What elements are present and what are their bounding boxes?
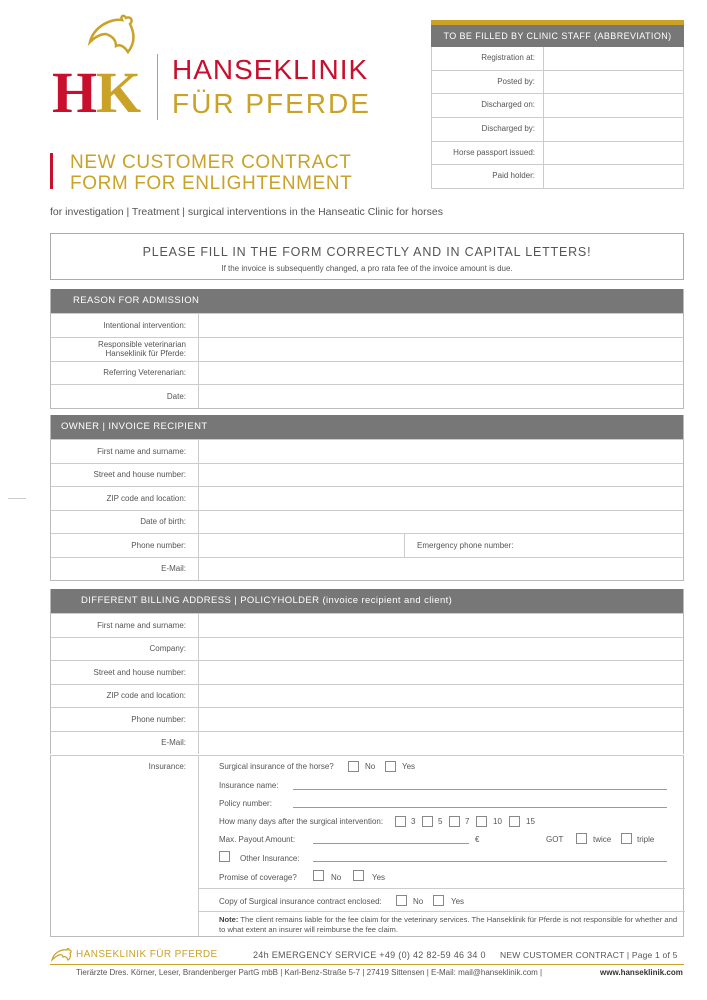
staff-row bbox=[431, 118, 684, 142]
field-label: Company: bbox=[51, 638, 199, 661]
got-twice-checkbox[interactable] bbox=[576, 833, 587, 844]
field-label: Street and house number: bbox=[51, 661, 199, 684]
policy-number-label: Policy number: bbox=[219, 799, 272, 808]
staff-field[interactable] bbox=[544, 118, 683, 141]
got-triple-checkbox[interactable] bbox=[621, 833, 632, 844]
days-10-label: 10 bbox=[493, 817, 502, 826]
insurance-divider bbox=[199, 911, 685, 912]
coverage-no-label: No bbox=[331, 873, 342, 882]
field-label: E-Mail: bbox=[51, 558, 199, 581]
field-label: Intentional intervention: bbox=[51, 314, 199, 337]
form-row bbox=[51, 463, 683, 487]
field-label: Date of birth: bbox=[51, 511, 199, 534]
owner-street-field[interactable] bbox=[199, 464, 683, 487]
field-label: E-Mail: bbox=[51, 732, 199, 755]
form-row bbox=[51, 384, 683, 408]
field-label: Referring Veterenarian: bbox=[51, 362, 199, 385]
brand-name-line1: HANSEKLINIK bbox=[172, 54, 369, 85]
form-row bbox=[51, 337, 683, 361]
staff-row bbox=[431, 47, 684, 71]
form-row bbox=[51, 637, 683, 661]
staff-field[interactable] bbox=[544, 71, 683, 94]
form-row bbox=[51, 361, 683, 385]
surgical-insurance-question: Surgical insurance of the horse? bbox=[219, 762, 334, 771]
field-label: First name and surname: bbox=[51, 614, 199, 637]
days-10-checkbox[interactable] bbox=[476, 816, 487, 827]
footer-emergency: 24h EMERGENCY SERVICE +49 (0) 42 82-59 46 34 0 bbox=[253, 950, 486, 960]
footer-brand: HANSEKLINIK FÜR PFERDE bbox=[76, 949, 218, 960]
field-label: ZIP code and location: bbox=[51, 685, 199, 708]
billing-street-field[interactable] bbox=[199, 661, 683, 684]
staff-field[interactable] bbox=[544, 47, 683, 70]
title-accent-bar bbox=[50, 153, 53, 189]
other-insurance-line[interactable] bbox=[313, 861, 667, 862]
field-label-line: Responsible veterinarian bbox=[97, 340, 186, 349]
notice-title: PLEASE FILL IN THE FORM CORRECTLY AND IN CAPITAL LETTERS! bbox=[142, 245, 592, 259]
footer-website-link[interactable]: www.hanseklinik.com bbox=[600, 968, 683, 977]
billing-name-field[interactable] bbox=[199, 614, 683, 637]
payout-label: Max. Payout Amount: bbox=[219, 835, 296, 844]
billing-email-field[interactable] bbox=[199, 732, 683, 755]
other-insurance-label: Other Insurance: bbox=[240, 854, 300, 863]
logo-divider bbox=[157, 54, 158, 120]
liability-note bbox=[219, 915, 679, 934]
brand-name-line2: FÜR PFERDE bbox=[172, 88, 371, 119]
billing-zip-field[interactable] bbox=[199, 685, 683, 708]
billing-heading-text: DIFFERENT BILLING ADDRESS | POLICYHOLDER bbox=[81, 595, 320, 606]
form-row bbox=[51, 731, 683, 755]
copy-no-label: No bbox=[413, 897, 424, 906]
form-row bbox=[51, 313, 683, 337]
form-row bbox=[51, 684, 683, 708]
footer-divider bbox=[50, 964, 684, 965]
form-row bbox=[51, 486, 683, 510]
billing-heading bbox=[51, 589, 683, 613]
got-label: GOT bbox=[546, 835, 564, 844]
form-row bbox=[51, 510, 683, 534]
responsible-vet-field[interactable] bbox=[199, 338, 683, 361]
notice-box bbox=[50, 233, 684, 280]
staff-row bbox=[431, 165, 684, 189]
coverage-question: Promise of coverage? bbox=[219, 873, 297, 882]
currency-symbol: € bbox=[475, 835, 480, 844]
owner-zip-field[interactable] bbox=[199, 487, 683, 510]
owner-phone-field[interactable] bbox=[199, 534, 683, 557]
owner-section bbox=[50, 415, 684, 581]
staff-row-label: Discharged by: bbox=[432, 118, 544, 141]
form-row bbox=[51, 533, 683, 557]
field-label: Phone number: bbox=[51, 708, 199, 731]
field-label: ZIP code and location: bbox=[51, 487, 199, 510]
days-15-label: 15 bbox=[526, 817, 535, 826]
form-row bbox=[51, 613, 683, 637]
days-7-checkbox[interactable] bbox=[449, 816, 460, 827]
payout-line[interactable] bbox=[313, 843, 469, 844]
intentional-intervention-field[interactable] bbox=[199, 314, 683, 337]
staff-row-label: Discharged on: bbox=[432, 94, 544, 117]
insurance-yes-label: Yes bbox=[402, 762, 416, 771]
coverage-yes-label: Yes bbox=[372, 873, 386, 882]
insurance-block bbox=[50, 755, 684, 937]
days-question: How many days after the surgical intervention: bbox=[219, 817, 384, 826]
field-label-line: Hanseklinik für Pferde: bbox=[105, 349, 186, 358]
days-3-checkbox[interactable] bbox=[395, 816, 406, 827]
copy-enclosed-question: Copy of Surgical insurance contract enclosed: bbox=[219, 897, 382, 906]
other-insurance-checkbox[interactable] bbox=[219, 851, 230, 862]
staff-row-label: Posted by: bbox=[432, 71, 544, 94]
staff-field[interactable] bbox=[544, 165, 683, 188]
got-twice-label: twice bbox=[593, 835, 612, 844]
owner-heading: OWNER | INVOICE RECIPIENT bbox=[51, 415, 683, 439]
copy-yes-label: Yes bbox=[451, 897, 465, 906]
staff-row bbox=[431, 94, 684, 118]
note-text: The client remains liable for the fee claim for the veterinary services. The Hanseklinik für Pferde is not responsible for whether and to what extent an insurer will reimburse the fee claim. bbox=[219, 915, 678, 934]
form-row bbox=[51, 439, 683, 463]
staff-field[interactable] bbox=[544, 142, 683, 165]
billing-heading-suffix: (invoice recipient and client) bbox=[322, 595, 453, 606]
page-title-line2: FORM FOR ENLIGHTENMENT bbox=[70, 173, 353, 194]
page-title-line1: NEW CUSTOMER CONTRACT bbox=[70, 152, 352, 173]
horse-logo-icon bbox=[50, 12, 150, 122]
insurance-no-checkbox[interactable] bbox=[348, 761, 359, 772]
staff-box-heading: TO BE FILLED BY CLINIC STAFF (ABBREVIATION) bbox=[431, 25, 684, 47]
owner-dob-field[interactable] bbox=[199, 511, 683, 534]
staff-row-label: Paid holder: bbox=[432, 165, 544, 188]
admission-section bbox=[50, 289, 684, 409]
date-field[interactable] bbox=[199, 385, 683, 408]
field-label: Street and house number: bbox=[51, 464, 199, 487]
note-bold: Note: bbox=[219, 915, 239, 924]
insurance-no-label: No bbox=[365, 762, 376, 771]
emergency-phone-label: Emergency phone number: bbox=[404, 534, 514, 557]
footer-address: Tierärzte Dres. Körner, Leser, Brandenberger PartG mbB | Karl-Benz-Straße 5-7 | 27419 Sittensen | E-Mail: mail@hanseklinik.com | bbox=[76, 968, 543, 977]
copy-no-checkbox[interactable] bbox=[396, 895, 407, 906]
staff-row-label: Horse passport issued: bbox=[432, 142, 544, 165]
staff-box bbox=[431, 20, 684, 189]
policy-number-line[interactable] bbox=[293, 807, 667, 808]
coverage-no-checkbox[interactable] bbox=[313, 870, 324, 881]
owner-name-field[interactable] bbox=[199, 440, 683, 463]
field-label: First name and surname: bbox=[51, 440, 199, 463]
margin-mark bbox=[8, 498, 26, 499]
form-row bbox=[51, 707, 683, 731]
days-3-label: 3 bbox=[411, 817, 416, 826]
page-subtitle: for investigation | Treatment | surgical interventions in the Hanseatic Clinic for horses bbox=[50, 206, 443, 218]
days-7-label: 7 bbox=[465, 817, 470, 826]
insurance-name-line[interactable] bbox=[293, 789, 667, 790]
staff-row bbox=[431, 142, 684, 166]
billing-phone-field[interactable] bbox=[199, 708, 683, 731]
got-triple-label: triple bbox=[637, 835, 655, 844]
field-label: Date: bbox=[51, 385, 199, 408]
insurance-yes-checkbox[interactable] bbox=[385, 761, 396, 772]
svg-text:H: H bbox=[52, 60, 98, 122]
days-15-checkbox[interactable] bbox=[509, 816, 520, 827]
insurance-label: Insurance: bbox=[51, 756, 199, 936]
footer-page-info: NEW CUSTOMER CONTRACT | Page 1 of 5 bbox=[500, 950, 678, 960]
staff-row bbox=[431, 71, 684, 95]
insurance-name-label: Insurance name: bbox=[219, 781, 279, 790]
admission-heading: REASON FOR ADMISSION bbox=[51, 289, 683, 313]
insurance-divider bbox=[199, 888, 685, 889]
billing-section bbox=[50, 589, 684, 754]
field-label bbox=[51, 338, 199, 361]
form-row bbox=[51, 557, 683, 581]
staff-field[interactable] bbox=[544, 94, 683, 117]
referring-vet-field[interactable] bbox=[199, 362, 683, 385]
days-5-checkbox[interactable] bbox=[422, 816, 433, 827]
staff-row-label: Registration at: bbox=[432, 47, 544, 70]
billing-company-field[interactable] bbox=[199, 638, 683, 661]
owner-email-field[interactable] bbox=[199, 558, 683, 581]
field-label: Phone number: bbox=[51, 534, 199, 557]
form-row bbox=[51, 660, 683, 684]
days-5-label: 5 bbox=[438, 817, 443, 826]
svg-text:K: K bbox=[96, 60, 142, 122]
notice-subtext: If the invoice is subsequently changed, a pro rata fee of the invoice amount is due. bbox=[221, 264, 513, 273]
horse-footer-icon bbox=[50, 948, 72, 962]
coverage-yes-checkbox[interactable] bbox=[353, 870, 364, 881]
copy-yes-checkbox[interactable] bbox=[433, 895, 444, 906]
